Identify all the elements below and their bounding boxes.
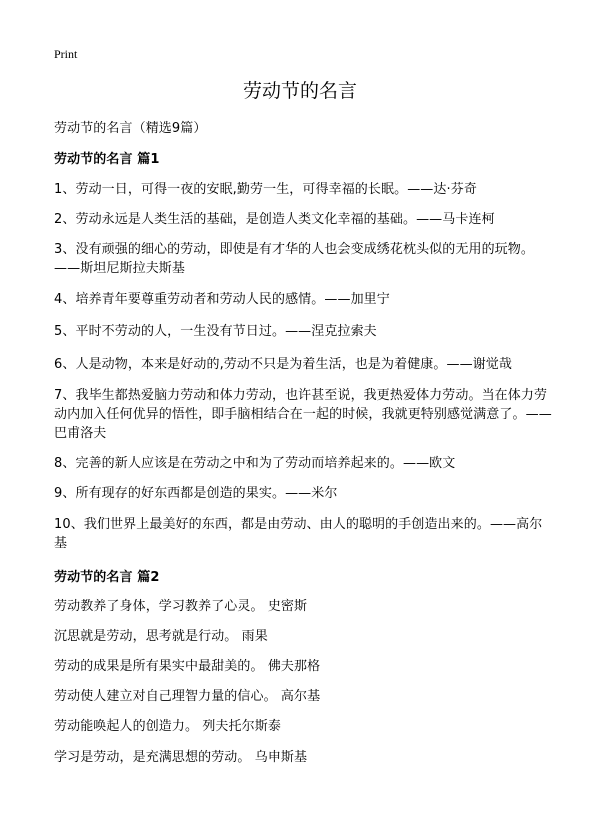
quote-item: 劳动教养了身体，学习教养了心灵。 史密斯 — [54, 599, 308, 614]
quote-item: 劳动能唤起人的创造力。 列夫托尔斯泰 — [54, 719, 281, 734]
quote-item: 1、劳动一日，可得一夜的安眠,勤劳一生，可得幸福的长眠。——达·芬奇 — [54, 182, 477, 197]
intro-line: 劳动节的名言（精选9篇） — [54, 121, 207, 136]
quote-item: 8、完善的新人应该是在劳动之中和为了劳动而培养起来的。——欧文 — [54, 456, 456, 471]
section-heading-1: 劳动节的名言 篇1 — [54, 152, 160, 167]
page-title: 劳动节的名言 — [242, 80, 357, 102]
print-label: Print — [54, 47, 78, 61]
section-heading-2: 劳动节的名言 篇2 — [54, 570, 160, 585]
quote-item: 劳动使人建立对自己理智力量的信心。 高尔基 — [54, 689, 321, 704]
quote-item: 沉思就是劳动，思考就是行动。 雨果 — [54, 629, 268, 644]
quote-item: 5、平时不劳动的人，一生没有节日过。——涅克拉索夫 — [54, 324, 377, 339]
quote-item: 2、劳动永远是人类生活的基础，是创造人类文化幸福的基础。——马卡连柯 — [54, 212, 495, 227]
quote-item: 7、我毕生都热爱脑力劳动和体力劳动，也许甚至说，我更热爱体力劳动。当在体力劳动内加入任何优异的悟性，即手脑相结合在一起的时候，我就更特别感觉满意了。——巴甫洛夫 — [54, 388, 552, 441]
quote-item: 9、所有现存的好东西都是创造的果实。——米尔 — [54, 486, 338, 501]
quote-item: 4、培养青年要尊重劳动者和劳动人民的感情。——加里宁 — [54, 292, 390, 307]
quote-item: 学习是劳动，是充满思想的劳动。 乌申斯基 — [54, 750, 308, 765]
quote-item: 10、我们世界上最美好的东西，都是由劳动、由人的聪明的手创造出来的。——高尔基 — [54, 517, 543, 551]
quote-item: 6、人是动物，本来是好动的,劳动不只是为着生活，也是为着健康。——谢觉哉 — [54, 357, 513, 372]
quote-item: 3、没有顽强的细心的劳动，即使是有才华的人也会变成绣花枕头似的无用的玩物。——斯坦尼斯拉夫斯基 — [54, 242, 534, 276]
quote-item: 劳动的成果是所有果实中最甜美的。 佛夫那格 — [54, 659, 321, 674]
